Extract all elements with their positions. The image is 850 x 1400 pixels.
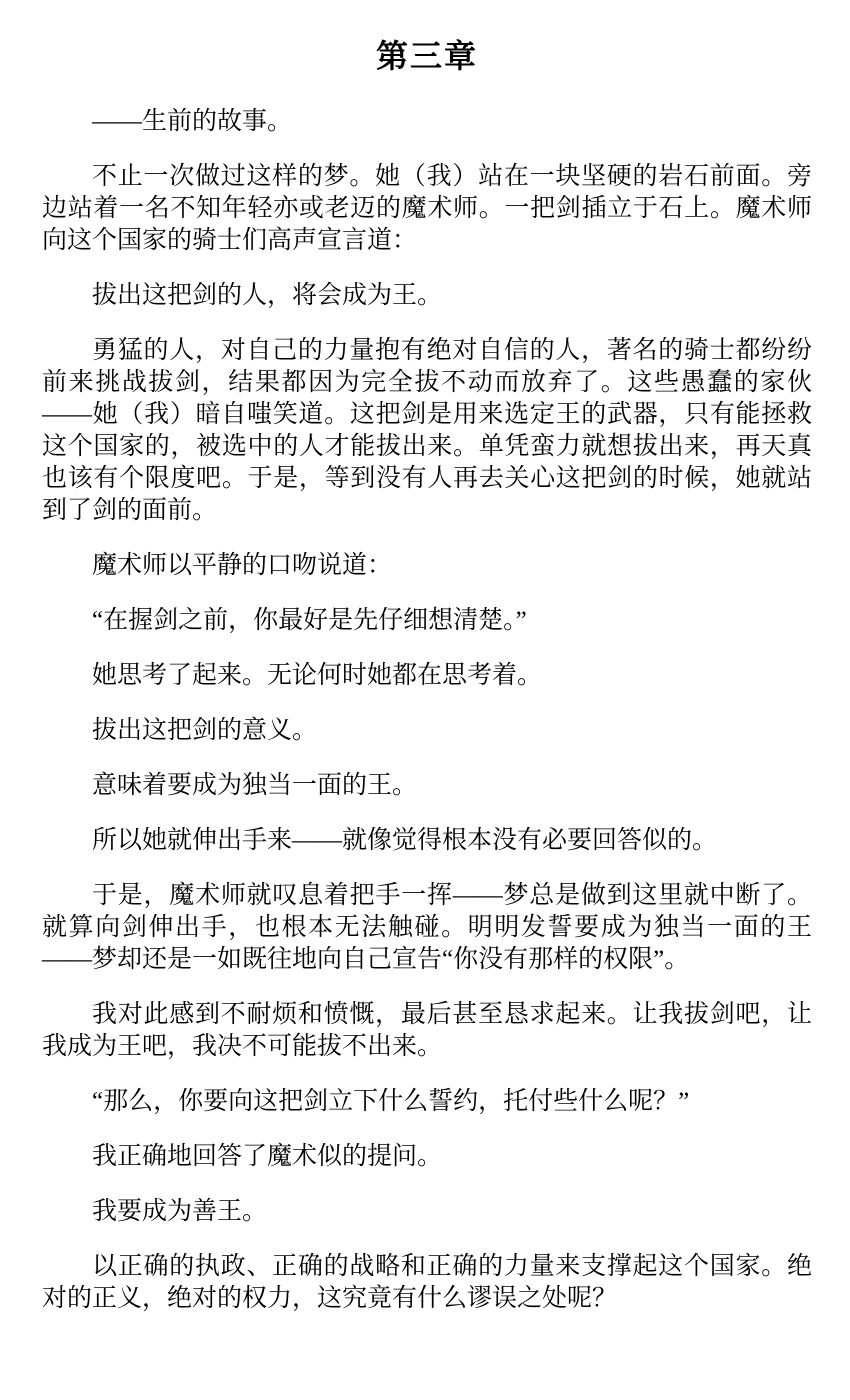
paragraph: 我要成为善王。	[92, 1198, 268, 1225]
paragraph: 我对此感到不耐烦和愤慨，最后甚至恳求起来。让我拔剑吧，让我成为王吧，我决不可能拔不出来。	[42, 1001, 812, 1060]
paragraph: 意味着要成为独当一面的王。	[92, 772, 418, 799]
chapter-title: 第三章	[375, 38, 478, 74]
paragraph: 不止一次做过这样的梦。她（我）站在一块坚硬的岩石前面。旁边站着一名不知年轻亦或老迈的魔术师。一把剑插立于石上。魔术师向这个国家的骑士们高声宣言道：	[42, 163, 812, 254]
paragraph: “那么，你要向这把剑立下什么誓约，托付些什么呢？”	[92, 1088, 690, 1115]
paragraph: 魔术师以平静的口吻说道：	[92, 552, 393, 579]
paragraph: 拔出这把剑的人，将会成为王。	[92, 282, 443, 309]
paragraph: 所以她就伸出手来——就像觉得根本没有必要回答似的。	[92, 827, 718, 854]
paragraph: “在握剑之前，你最好是先仔细想清楚。”	[92, 607, 527, 634]
paragraph: 我正确地回答了魔术似的提问。	[92, 1143, 443, 1170]
paragraph: ——生前的故事。	[92, 108, 293, 135]
paragraph: 她思考了起来。无论何时她都在思考着。	[92, 662, 543, 689]
paragraph: 以正确的执政、正确的战略和正确的力量来支撑起这个国家。绝对的正义，绝对的权力，这究竟有什么谬误之处呢？	[42, 1253, 812, 1312]
paragraph: 勇猛的人，对自己的力量抱有绝对自信的人，著名的骑士都纷纷前来挑战拔剑，结果都因为完全拔不动而放弃了。这些愚蠢的家伙——她（我）暗自嗤笑道。这把剑是用来选定王的武器，只有能拯救这个国家的，被选中的人才能拔出来。单凭蛮力就想拔出来，再天真也该有个限度吧。于是，等到没有人再去关心这把剑的时候，她就站到了剑的面前。	[42, 337, 812, 524]
paragraph: 拔出这把剑的意义。	[92, 717, 318, 744]
paragraph: 于是，魔术师就叹息着把手一挥——梦总是做到这里就中断了。就算向剑伸出手，也根本无法触碰。明明发誓要成为独当一面的王——梦却还是一如既往地向自己宣告“你没有那样的权限”。	[42, 882, 812, 973]
chapter-body	[42, 106, 812, 1315]
